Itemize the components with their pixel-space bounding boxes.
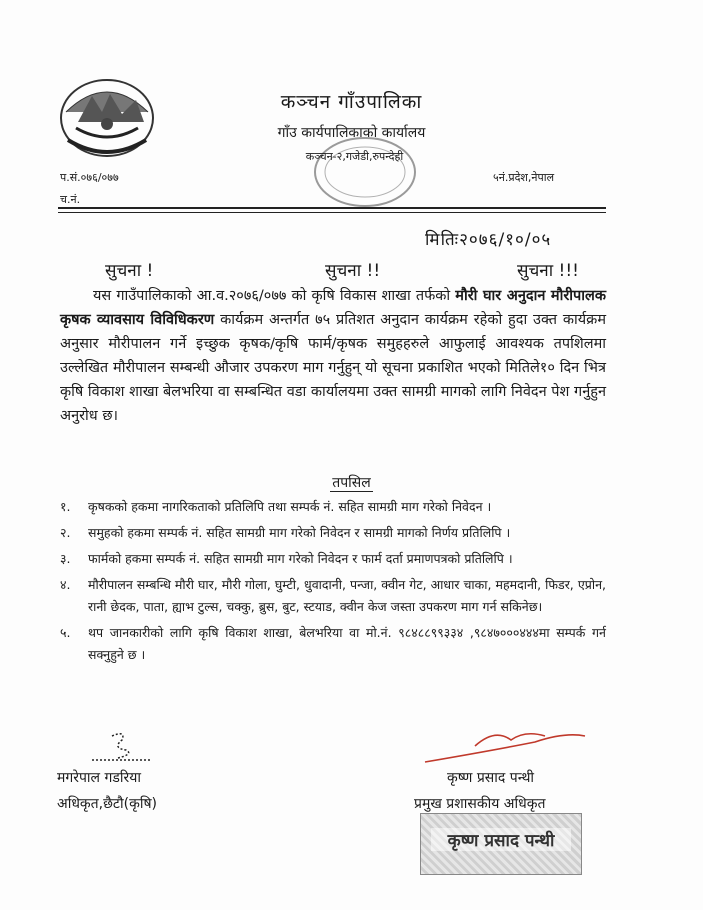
notice-body — [60, 284, 606, 428]
list-item: ३. फार्मको हकमा सम्पर्क नं. सहित सामग्री माग गरेको निवेदन र फार्म दर्ता प्रमाणपत्रको प्रतिलिपि । — [60, 551, 513, 566]
office-seal-stamp — [310, 130, 420, 210]
name-stamp-text: कृष्ण प्रसाद पन्थी — [431, 828, 571, 851]
date-line: मितिः२०७६/१०/०५ — [425, 230, 552, 250]
list-item: ५. थप जानकारीको लागि कृषि विकाश शाखा, बेलभरिया वा मो.नं. ९८४८८९९३३४ ,९८४७०००४४४मा सम्पर्क गर्न सक्नुहुने छ । — [60, 625, 606, 662]
list-item: १. कृषकको हकमा नागरिकताको प्रतिलिपि तथा सम्पर्क नं. सहित सामग्री माग गरेको निवेदन । — [60, 499, 492, 514]
notice-heading-1: सुचना ! — [105, 261, 154, 281]
list-item: २. समुहको हकमा सम्पर्क नं. सहित सामग्री माग गरेको निवेदन र सामग्री मागको निर्णय प्रतिलिपि । — [60, 525, 511, 540]
notice-heading-2: सुचना !! — [325, 261, 381, 281]
header-divider — [58, 207, 606, 209]
header-divider-thin — [58, 212, 606, 213]
office-subtitle: गाँउ कार्यपालिकाको कार्यालय — [277, 125, 426, 141]
name-stamp — [420, 813, 582, 875]
province-label: ५नं.प्रदेश,नेपाल — [493, 171, 555, 184]
left-signatory-title: अधिकृत,छैटौ(कृषि) — [57, 796, 158, 812]
body-text-2: कार्यक्रम अन्तर्गत ७५ प्रतिशत अनुदान कार्यक्रम रहेको हुदा उक्त कार्यक्रम अनुसार मौरीपालन गर्ने इच्छुक कृषक/कृषि फार्म/कृषक समुहहरुले आफुलाई आवश्यक तपशिलमा उल्लेखित मौरीपालन सम्बन्धी औजार उपकरण माग गर्नुहुन् यो सूचना प्रकाशित भएको मितिले१० दिन भित्र कृषि विकाश शाखा बेलभरिया वा सम्बन्धित वडा कार्यालयमा उक्त सामग्री मागको लागि निवेदन पेश गर्नुहुन अनुरोध छ। — [60, 312, 606, 424]
requirement-list — [60, 496, 606, 670]
right-signature-scribble — [415, 722, 615, 768]
body-text-1: यस गाउँपालिकाको आ.व.२०७६/०७७ को कृषि विकास शाखा तर्फको — [93, 288, 456, 304]
body-bold-program: मौरी घार अनुदान मौरीपालक कृषक व्यावसाय विविधिकरण — [60, 288, 606, 328]
dispatch-number: च.नं. — [60, 193, 81, 206]
right-signatory-name: कृष्ण प्रसाद पन्थी — [447, 770, 535, 786]
office-name: कञ्चन गाँउपालिका — [280, 91, 423, 113]
tapsil-heading: तपसिल — [332, 475, 371, 491]
right-signatory-title: प्रमुख प्रशासकीय अधिकृत — [414, 796, 546, 812]
reference-number: प.सं.०७६/०७७ — [60, 171, 119, 184]
list-item: ४. मौरीपालन सम्बन्धि मौरी घार, मौरी गोला, घुम्टी, धुवादानी, पन्जा, क्वीन गेट, आधार चाका, महमदानी, फिडर, एप्रोन, रानी छेदक, पाता, ह्याभ टुल्स, चक्कु, ब्रुस, बुट, स्टयाड, क्वीन केज जस्ता उपकरण माग गर्न सकिनेछ। — [60, 577, 606, 614]
office-address: कञ्चन-२,गजेडी,रुपन्देही — [305, 150, 404, 163]
left-signature-scribble — [82, 728, 162, 768]
left-signatory-name: मगरेपाल गडरिया — [57, 770, 141, 786]
notice-heading-3: सुचना !!! — [517, 261, 579, 281]
